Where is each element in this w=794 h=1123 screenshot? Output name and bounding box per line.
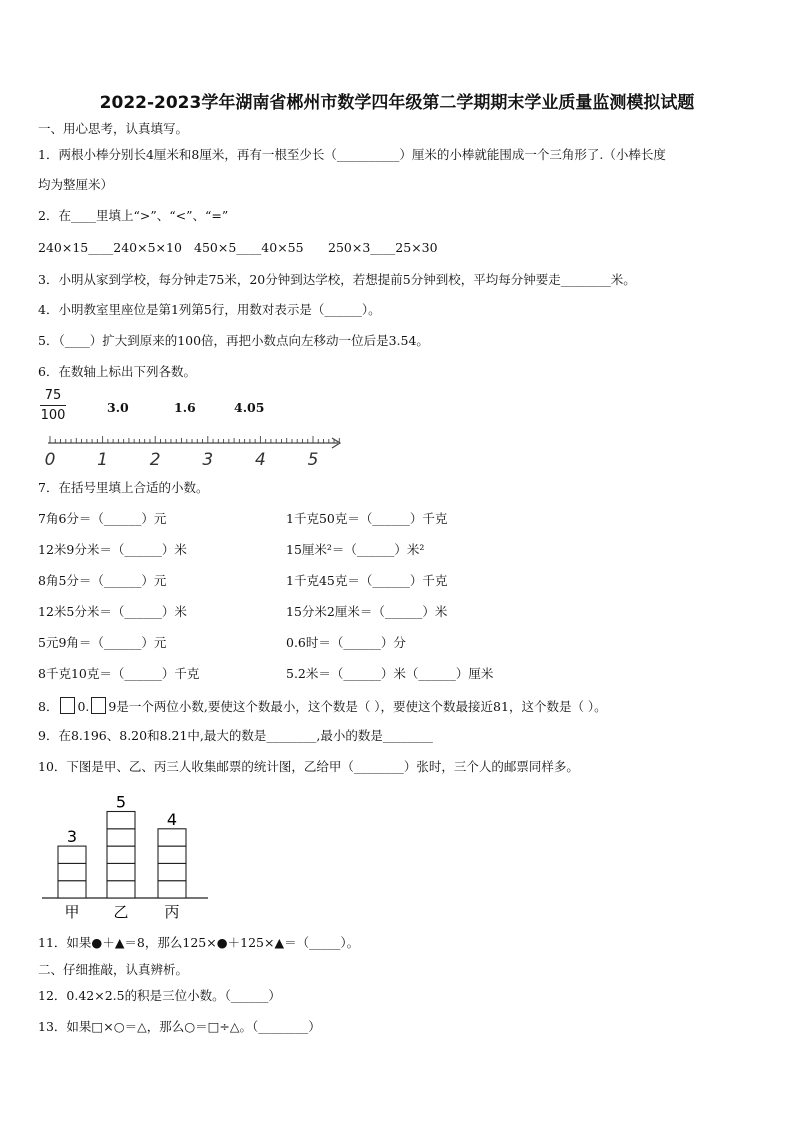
digit-box-2 [91, 697, 106, 714]
fraction-bar [40, 405, 66, 406]
question-11: 11．如果●＋▲＝8，那么125×●＋125×▲＝（_____）。 [38, 935, 360, 950]
bar-cell-2 [107, 863, 135, 880]
number-line-label: 0 [44, 450, 56, 470]
question-2-item-3: 250×3____25×30 [328, 240, 438, 255]
number-line-label: 5 [307, 450, 319, 470]
question-12: 12．0.42×2.5的积是三位小数。（______） [38, 988, 281, 1003]
q7-right-6: 5.2米＝（______）米（______）厘米 [286, 666, 494, 681]
question-9: 9．在8.196、8.20和8.21中,最大的数是________,最小的数是________ [38, 728, 433, 743]
fraction-numerator: 75 [44, 388, 62, 403]
bar-cell-1 [58, 846, 86, 863]
bar-cell-2 [107, 846, 135, 863]
number-line-label: 2 [149, 450, 161, 470]
fraction-denominator: 100 [40, 408, 66, 423]
question-13: 13．如果□×○＝△，那么○＝□÷△。（________） [38, 1019, 321, 1034]
bar-cell-3 [158, 829, 186, 846]
bar-cell-3 [158, 846, 186, 863]
q7-right-4: 15分米2厘米＝（______）米 [286, 604, 448, 619]
q7-left-2: 12米9分米＝（______）米 [38, 542, 187, 557]
number-line-label: 3 [202, 450, 214, 470]
bar-value-label: 3 [66, 827, 78, 847]
bar-cell-2 [107, 812, 135, 829]
bar-cell-2 [107, 829, 135, 846]
bar-category-label: 丙 [164, 903, 180, 921]
section-2-heading: 二、仔细推敲，认真辨析。 [38, 962, 189, 977]
bar-value-label: 4 [166, 809, 178, 829]
q7-left-5: 5元9角＝（______）元 [38, 635, 167, 650]
question-4: 4．小明教室里座位是第1列第5行，用数对表示是（______）。 [38, 302, 381, 317]
number-4-05: 4.05 [234, 400, 265, 415]
q8-prefix: 8． [38, 699, 59, 714]
bar-cell-1 [58, 881, 86, 898]
section-1-heading: 一、用心思考，认真填写。 [38, 121, 189, 136]
question-2-item-2: 450×5____40×55 [194, 240, 304, 255]
question-10: 10．下图是甲、乙、丙三人收集邮票的统计图，乙给甲（________）张时，三个人的邮票同样多。 [38, 759, 579, 774]
q8-mid: 0. [77, 699, 90, 714]
number-line-label: 4 [254, 450, 266, 470]
number-line-ticks [50, 436, 339, 443]
q8-suffix: 9是一个两位小数,要使这个数最小，这个数是（ ），要使这个数最接近81，这个数是（ ）。 [108, 699, 607, 714]
bar-category-label: 乙 [113, 903, 129, 921]
bar-cell-3 [158, 881, 186, 898]
number-1-6: 1.6 [174, 400, 196, 415]
question-5: 5．（____）扩大到原来的100倍，再把小数点向左移动一位后是3.54。 [38, 333, 429, 348]
number-line-label: 1 [97, 450, 109, 470]
q7-left-4: 12米5分米＝（______）米 [38, 604, 187, 619]
q7-right-3: 1千克45克＝（______）千克 [286, 573, 448, 588]
bar-cell-1 [58, 863, 86, 880]
number-3-0: 3.0 [107, 400, 129, 415]
question-8 [38, 697, 607, 715]
q7-left-1: 7角6分＝（______）元 [38, 511, 167, 526]
bar-cell-2 [107, 881, 135, 898]
question-3: 3．小明从家到学校，每分钟走75米，20分钟到达学校，若想提前5分钟到校，平均每分钟要走________米。 [38, 272, 636, 287]
fraction-75-100 [40, 388, 66, 423]
question-2: 2．在____里填上“>”、“<”、“=” [38, 208, 229, 223]
q7-right-5: 0.6时＝（______）分 [286, 635, 406, 650]
digit-box-1 [60, 697, 75, 714]
q7-right-1: 1千克50克＝（______）千克 [286, 511, 448, 526]
bar-cell-3 [158, 863, 186, 880]
number-line [40, 433, 350, 471]
question-7: 7．在括号里填上合适的小数。 [38, 480, 209, 495]
q7-left-3: 8角5分＝（______）元 [38, 573, 167, 588]
question-1-line-1: 1．两根小棒分别长4厘米和8厘米，再有一根至少长（__________）厘米的小棒就能围成一个三角形了.（小棒长度 [38, 147, 666, 162]
number-line-labels [45, 450, 319, 470]
bar-category-label: 甲 [64, 903, 80, 921]
question-6: 6．在数轴上标出下列各数。 [38, 364, 196, 379]
stamp-chart [40, 790, 220, 925]
question-1-line-2: 均为整厘米） [38, 177, 114, 192]
page-title: 2022-2023学年湖南省郴州市数学四年级第二学期期末学业质量监测模拟试题 [99, 93, 695, 113]
q7-right-2: 15厘米²＝（______）米² [286, 542, 425, 557]
bar-value-label: 5 [115, 792, 127, 812]
q7-left-6: 8千克10克＝（______）千克 [38, 666, 200, 681]
question-2-item-1: 240×15____240×5×10 [38, 240, 182, 255]
